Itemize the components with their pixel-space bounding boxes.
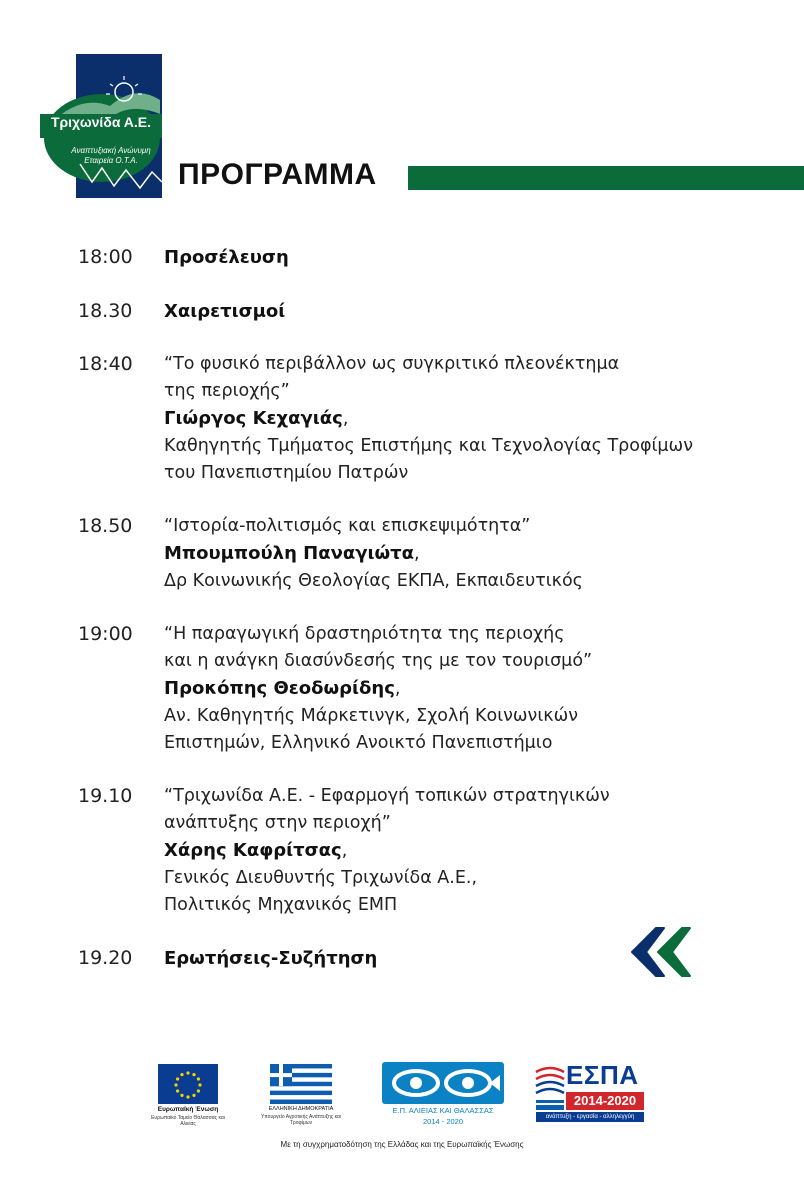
speaker-affiliation: Γενικός Διευθυντής Τριχωνίδα Α.Ε., xyxy=(164,868,478,888)
talk-title-line: “Το φυσικό περιβάλλον ως συγκριτικό πλεονέκτημα xyxy=(164,354,620,374)
logo-company-subtitle: Αναπτυξιακή Ανώνυμη Εταιρεία Ο.Τ.Α. xyxy=(71,146,151,165)
schedule-item xyxy=(78,513,778,595)
speaker-affiliation: Δρ Κοινωνικής Θεολογίας ΕΚΠΑ, Εκπαιδευτικός xyxy=(164,571,583,591)
schedule-content: “Ιστορία-πολιτισμός και επισκεψιμότητα” Μπουμπούλη Παναγιώτα, Δρ Κοινωνικής Θεολογίας ΕΚΠΑ, Εκπαιδευτικός xyxy=(164,513,583,595)
schedule-title: Προσέλευση xyxy=(164,247,289,268)
double-chevron-left-icon xyxy=(626,924,694,980)
title-accent-bar xyxy=(408,166,804,190)
schedule-time: 19:00 xyxy=(78,623,133,645)
schedule-item xyxy=(78,621,778,757)
schedule-time: 19.10 xyxy=(78,785,133,807)
talk-title-line: “Ιστορία-πολιτισμός και επισκεψιμότητα” xyxy=(164,516,531,536)
schedule-content: “Η παραγωγική δραστηριότητα της περιοχής και η ανάγκη διασύνδεσής της με τον τουρισμό” Προκόπης Θεοδωρίδης, Αν. Καθηγητής Μάρκετινγκ, Σχολή Κοινωνικών Επιστημών, Ελληνικό Ανοικτό Πανεπιστήμιο xyxy=(164,621,592,757)
schedule-time: 19.20 xyxy=(78,947,133,969)
speaker-affiliation: Καθηγητής Τμήματος Επιστήμης και Τεχνολογίας Τροφίμων xyxy=(164,436,693,456)
schedule-content xyxy=(164,945,377,972)
company-logo xyxy=(40,54,162,198)
eu-flag-icon xyxy=(158,1064,218,1104)
schedule-content: “Τριχωνίδα Α.Ε. - Εφαρμογή τοπικών στρατηγικών ανάπτυξης στην περιοχή” Χάρης Καφρίτσας, Γενικός Διευθυντής Τριχωνίδα Α.Ε., Πολιτικός Μηχανικός ΕΜΠ xyxy=(164,783,610,919)
schedule-item xyxy=(78,351,778,487)
speaker-affiliation: του Πανεπιστημίου Πατρών xyxy=(164,463,409,483)
fisheries-program-logo-icon xyxy=(382,1062,504,1104)
talk-title-line: “Τριχωνίδα Α.Ε. - Εφαρμογή τοπικών στρατηγικών xyxy=(164,786,610,806)
talk-title-line: της περιοχής” xyxy=(164,381,290,401)
espa-title: ΕΣΠΑ xyxy=(566,1060,639,1090)
speaker-name: Γιώργος Κεχαγιάς xyxy=(164,408,343,429)
schedule-time: 18.50 xyxy=(78,515,133,537)
schedule-content: “Το φυσικό περιβάλλον ως συγκριτικό πλεονέκτημα της περιοχής” Γιώργος Κεχαγιάς, Καθηγητής Τμήματος Επιστήμης και Τεχνολογίας Τροφίμων του Πανεπιστημίου Πατρών xyxy=(164,351,693,487)
fisheries-years: 2014 - 2020 xyxy=(422,1117,464,1126)
schedule-list xyxy=(78,244,778,972)
talk-title-line: “Η παραγωγική δραστηριότητα της περιοχής xyxy=(164,624,565,644)
talk-title-line: και η ανάγκη διασύνδεσής της με τον τουρισμό” xyxy=(164,651,593,671)
fisheries-caption: Ε.Π. ΑΛΙΕΙΑΣ ΚΑΙ ΘΑΛΑΣΣΑΣ xyxy=(392,1106,494,1115)
speaker-name: Μπουμπούλη Παναγιώτα xyxy=(164,543,414,564)
schedule-item xyxy=(78,244,778,271)
schedule-title: Ερωτήσεις-Συζήτηση xyxy=(164,948,378,969)
espa-years: 2014-2020 xyxy=(566,1092,644,1110)
talk-title-line: ανάπτυξης στην περιοχή” xyxy=(164,813,391,833)
schedule-item xyxy=(78,298,778,325)
schedule-title: Χαιρετισμοί xyxy=(164,301,286,322)
schedule-content xyxy=(164,298,285,325)
greek-flag-icon xyxy=(270,1064,332,1104)
sponsor-footer xyxy=(0,1056,804,1156)
speaker-name: Προκόπης Θεοδωρίδης xyxy=(164,678,395,699)
logo-company-name: Τριχωνίδα Α.Ε. xyxy=(50,114,152,130)
schedule-time: 18.30 xyxy=(78,300,133,322)
espa-slogan: ανάπτυξη - εργασία - αλληλεγγύη xyxy=(536,1112,644,1122)
schedule-content xyxy=(164,244,289,271)
speaker-affiliation: Πολιτικός Μηχανικός ΕΜΠ xyxy=(164,895,398,915)
speaker-name: Χάρης Καφρίτσας xyxy=(164,840,342,861)
greece-caption: ΕΛΛΗΝΙΚΗ ΔΗΜΟΚΡΑΤΙΑ xyxy=(268,1106,334,1112)
eu-subcaption: Ευρωπαϊκό Ταμείο Θάλασσας και Αλιείας xyxy=(151,1115,225,1127)
speaker-affiliation: Αν. Καθηγητής Μάρκετινγκ, Σχολή Κοινωνικών xyxy=(164,706,578,726)
schedule-item xyxy=(78,783,778,919)
cofunding-note: Με τη συγχρηματοδότηση της Ελλάδας και της Ευρωπαϊκής Ένωσης xyxy=(280,1140,524,1149)
schedule-time: 18:00 xyxy=(78,246,133,268)
eu-caption: Ευρωπαϊκή Ένωση xyxy=(157,1106,219,1113)
page-title: ΠΡΟΓΡΑΜΜΑ xyxy=(178,158,377,191)
schedule-time: 18:40 xyxy=(78,353,133,375)
speaker-affiliation: Επιστημών, Ελληνικό Ανοικτό Πανεπιστήμιο xyxy=(164,733,553,753)
greece-subcaption: Υπουργείο Αγροτικής Ανάπτυξης και Τροφίμων xyxy=(260,1114,342,1126)
